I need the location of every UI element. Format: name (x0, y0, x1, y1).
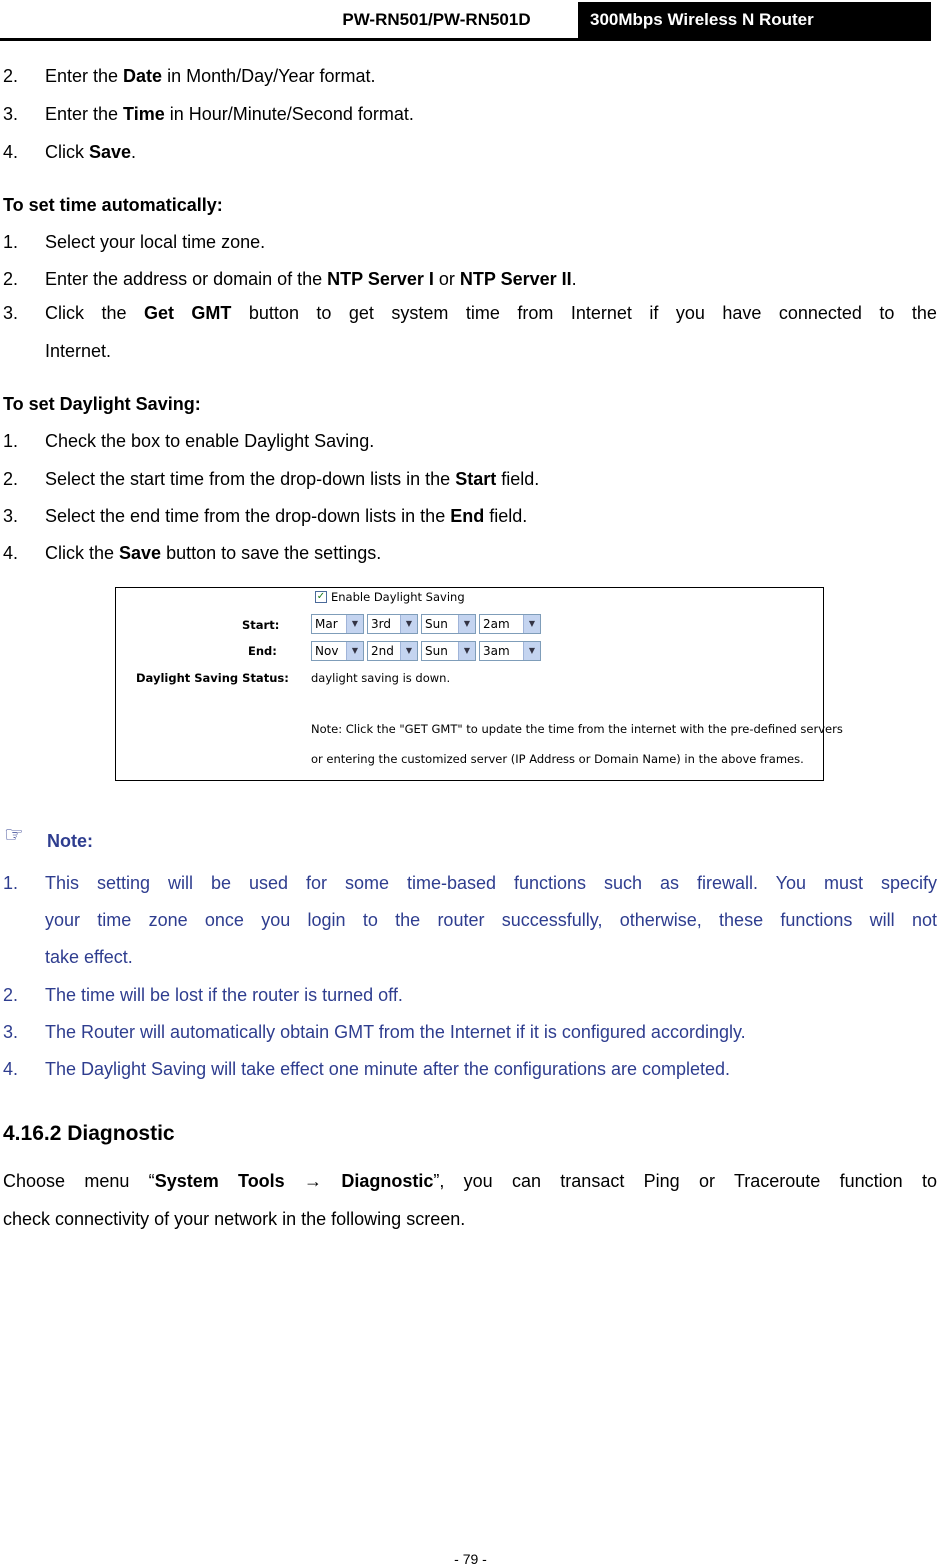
step-word: from (517, 303, 554, 323)
step-word: Internet (570, 303, 632, 323)
step-text: Enter the (45, 66, 124, 86)
note-number: 4. (3, 1059, 19, 1079)
step-emphasis: NTP Server I (327, 269, 434, 289)
auto-step-3-line (45, 303, 937, 324)
step-text: Select the start time from the drop-down lists in the (45, 469, 456, 489)
step-text: button to save the settings. (161, 543, 382, 563)
model-name: PW-RN501/PW-RN501D (342, 10, 531, 29)
step-text: Internet. (45, 341, 112, 361)
step-word: to (879, 303, 895, 323)
para-text: Choose menu “ (3, 1171, 155, 1191)
step-word: the (911, 303, 937, 323)
chevron-down-icon: ▼ (523, 642, 540, 660)
step-word: system (391, 303, 449, 323)
end-label: End: (248, 644, 277, 658)
step-word: have (722, 303, 762, 323)
step-word: get (348, 303, 374, 323)
chevron-down-icon: ▼ (346, 615, 363, 633)
step-text: Check the box to enable Daylight Saving. (45, 431, 375, 451)
step-number: 3. (3, 104, 19, 124)
note-text: take effect. (45, 947, 133, 967)
section-paragraph-line-1 (3, 1171, 937, 1192)
status-value: daylight saving is down. (311, 671, 451, 685)
chevron-down-icon: ▼ (458, 642, 475, 660)
section-paragraph-line-2: check connectivity of your network in the following screen. (3, 1209, 466, 1229)
step-text: . (131, 142, 137, 162)
step-number: 2. (3, 269, 19, 289)
step-text: Click the (45, 543, 120, 563)
step-text: or (433, 269, 460, 289)
step-number: 1. (3, 431, 19, 451)
step-text: in Month/Day/Year format. (162, 66, 376, 86)
select-value: Sun (425, 644, 448, 658)
hand-pointing-icon: ☞ (4, 822, 24, 847)
step-number: 4. (3, 543, 19, 563)
step-word: if (649, 303, 659, 323)
step-text: Select your local time zone. (45, 232, 266, 252)
end-month-select[interactable] (311, 641, 364, 661)
step-text: . (571, 269, 577, 289)
note-text: The time will be lost if the router is turned off. (45, 985, 403, 1005)
end-hour-select[interactable] (479, 641, 541, 661)
step-emphasis: Get GMT (143, 303, 232, 323)
note-1-line-2: your time zone once you login to the router successfully, otherwise, these functions will not (45, 910, 937, 930)
step-text: Select the end time from the drop-down lists in the (45, 506, 451, 526)
step-emphasis: NTP Server II (459, 269, 572, 289)
step-text: Enter the address or domain of the (45, 269, 328, 289)
step-word: connected (778, 303, 862, 323)
chevron-down-icon: ▼ (458, 615, 475, 633)
note-1-line-1: This setting will be used for some time-based functions such as firewall. You must specify (45, 873, 937, 893)
note-text: The Daylight Saving will take effect one minute after the configurations are completed. (45, 1059, 731, 1079)
start-day-select[interactable] (421, 614, 476, 634)
note-title: Note: (47, 831, 93, 851)
start-week-select[interactable] (367, 614, 418, 634)
step-word: Click (45, 303, 84, 323)
step-emphasis: Save (119, 543, 162, 563)
arrow-icon: → (304, 1171, 323, 1191)
daylight-saving-screenshot (115, 587, 843, 781)
step-text: in Hour/Minute/Second format. (164, 104, 414, 124)
step-word: to (316, 303, 332, 323)
step-emphasis: End (450, 506, 485, 526)
step-text: field. (496, 469, 540, 489)
step-emphasis: Start (455, 469, 497, 489)
start-hour-select[interactable] (479, 614, 541, 634)
para-text: ”, you can transact Ping or Traceroute function to (433, 1171, 937, 1191)
select-value: Sun (425, 617, 448, 631)
step-number: 3. (3, 506, 19, 526)
section-title: Diagnostic (67, 1122, 175, 1145)
step-number: 2. (3, 469, 19, 489)
select-value: Nov (315, 644, 339, 658)
step-word: time (465, 303, 500, 323)
step-number: 1. (3, 232, 19, 252)
select-value: 3am (483, 644, 510, 658)
header-rule (0, 38, 931, 41)
note-line-2: or entering the customized server (IP Address or Domain Name) in the above frames. (311, 752, 804, 766)
note-text: The Router will automatically obtain GMT from the Internet if it is configured accordingly. (45, 1022, 746, 1042)
enable-daylight-saving-checkbox[interactable]: ✓ (316, 591, 326, 602)
step-emphasis: Time (123, 104, 165, 124)
step-word: button (248, 303, 299, 323)
end-week-select[interactable] (367, 641, 418, 661)
note-number: 1. (3, 873, 19, 893)
step-text: field. (484, 506, 528, 526)
step-word: the (101, 303, 127, 323)
section-number: 4.16.2 (3, 1122, 62, 1145)
status-label: Daylight Saving Status: (136, 671, 289, 685)
section-heading (3, 1122, 175, 1146)
chevron-down-icon: ▼ (400, 642, 417, 660)
chevron-down-icon: ▼ (400, 615, 417, 633)
auto-time-heading: To set time automatically: (3, 195, 223, 215)
page-number: - 79 - (454, 1551, 487, 1567)
select-value: 3rd (371, 617, 391, 631)
menu-path-diagnostic: Diagnostic (341, 1171, 434, 1191)
menu-path-system-tools: System Tools (154, 1171, 285, 1191)
select-value: Mar (315, 617, 338, 631)
note-number: 2. (3, 985, 19, 1005)
enable-daylight-saving-label: Enable Daylight Saving (331, 590, 465, 604)
start-label: Start: (242, 618, 280, 632)
chevron-down-icon: ▼ (523, 615, 540, 633)
chevron-down-icon: ▼ (346, 642, 363, 660)
dst-heading: To set Daylight Saving: (3, 394, 201, 414)
step-emphasis: Save (89, 142, 132, 162)
product-title: 300Mbps Wireless N Router (578, 2, 931, 38)
step-number: 4. (3, 142, 19, 162)
step-text: Enter the (45, 104, 124, 124)
step-emphasis: Date (123, 66, 163, 86)
select-value: 2am (483, 617, 510, 631)
step-text: Click (45, 142, 89, 162)
end-day-select[interactable] (421, 641, 476, 661)
select-value: 2nd (371, 644, 394, 658)
step-number: 3. (3, 303, 19, 323)
step-word: you (675, 303, 705, 323)
start-month-select[interactable] (311, 614, 364, 634)
note-number: 3. (3, 1022, 19, 1042)
note-line-1: Note: Click the "GET GMT" to update the time from the internet with the pre-defined servers (311, 722, 843, 736)
step-number: 2. (3, 66, 19, 86)
